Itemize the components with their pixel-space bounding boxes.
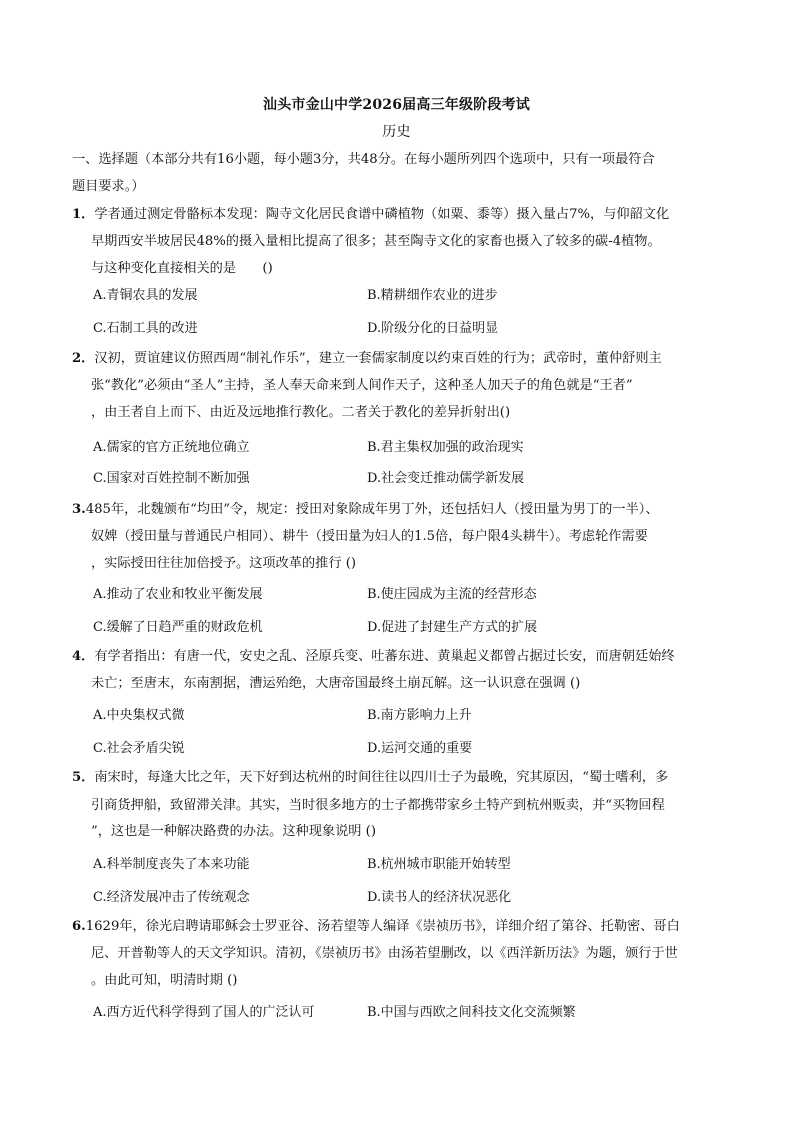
exam-title: 汕头市金山中学2026届高三年级阶段考试 [263, 97, 530, 113]
section-instruction-line1: 一、选择题（本部分共有16小题，每小题3分，共48分。在每小题所列四个选项中，只有一项最符合 [72, 152, 655, 167]
question-5-line-2: 引商货押船，致留滞关津。其实，当时很多地方的士子都携带家乡土特产到杭州贩卖，并“买物回程 [91, 798, 665, 813]
question-3-option-c[interactable]: C.缓解了日趋严重的财政危机 [93, 620, 263, 635]
question-5-option-c[interactable]: C.经济发展冲击了传统观念 [93, 890, 250, 905]
section-instruction-line2: 题目要求。） [72, 179, 145, 194]
question-2-option-d[interactable]: D.社会变迁推动儒学新发展 [367, 471, 525, 486]
question-3-line-1: 3.485年，北魏颁布“均田”令，规定：授田对象除成年男丁外，还包括妇人（授田量为男丁的一半）、 [72, 502, 659, 517]
question-4-option-d[interactable]: D.运河交通的重要 [367, 741, 473, 756]
question-2-option-c[interactable]: C.国家对百姓控制不断加强 [93, 471, 250, 486]
question-2-line-3: ，由王者自上而下、由近及远地推行教化。二者关于教化的差异折射出() [91, 405, 511, 420]
question-6-option-b[interactable]: B.中国与西欧之间科技文化交流频繁 [367, 1005, 576, 1020]
question-1-option-a[interactable]: A.青铜农具的发展 [93, 288, 198, 303]
question-2-option-b[interactable]: B.君主集权加强的政治现实 [367, 440, 524, 455]
question-6-line-3: 。由此可知，明清时期 () [91, 973, 238, 988]
subject-title: 历史 [382, 124, 411, 140]
question-1-option-d[interactable]: D.阶级分化的日益明显 [367, 321, 499, 336]
question-3-line-2: 奴婢（授田量与普通民户相同）、耕牛（授田量为妇人的1.5倍，每户限4头耕牛）。考虑轮作需要 [91, 529, 648, 544]
question-6-option-a[interactable]: A.西方近代科学得到了国人的广泛认可 [93, 1005, 315, 1020]
question-4-line-1: 4．有学者指出：有唐一代，安史之乱、泾原兵变、吐蕃东进、黄巢起义都曾占据过长安，而唐朝廷始终 [72, 649, 675, 664]
question-5-line-1: 5．南宋时，每逢大比之年，天下好到达杭州的时间往往以四川士子为最晚，究其原因，“蜀士嗜利，多 [72, 770, 669, 785]
question-6-line-1: 6.1629年，徐光启聘请耶稣会士罗亚谷、汤若望等人编译《崇祯历书》，详细介绍了第谷、托勒密、哥白 [72, 919, 680, 934]
question-2-line-1: 2．汉初，贾谊建议仿照西周“制礼作乐”，建立一套儒家制度以约束百姓的行为；武帝时，董仲舒则主 [72, 351, 662, 366]
question-3-number: 3. [72, 502, 86, 517]
question-5-line-3: ”，这也是一种解决路费的办法。这种现象说明 () [91, 824, 376, 839]
question-2-line-2: 张“教化”必须由“圣人”主持，圣人奉天命来到人间作天子，这种圣人加天子的角色就是“王者” [91, 378, 633, 393]
question-1-line-2: 早期西安半坡居民48%的摄入量相比提高了很多；甚至陶寺文化的家畜也摄入了较多的碳-4植物。 [91, 234, 661, 249]
question-3-option-b[interactable]: B.使庄园成为主流的经营形态 [367, 587, 537, 602]
question-1-line-1: 1．学者通过测定骨骼标本发现：陶寺文化居民食谱中磷植物（如粟、黍等）摄入量占7%，与仰韶文化 [72, 207, 670, 222]
question-3-option-a[interactable]: A.推动了农业和牧业平衡发展 [93, 587, 263, 602]
question-4-number: 4． [72, 649, 95, 664]
question-6-line-2: 尼、开普勒等人的天文学知识。清初，《崇祯历书》由汤若望删改，以《西洋新历法》为题，颁行于世 [91, 946, 678, 961]
question-4-option-b[interactable]: B.南方影响力上升 [367, 708, 472, 723]
question-5-option-a[interactable]: A.科举制度丧失了本来功能 [93, 857, 250, 872]
question-5-option-d[interactable]: D.读书人的经济状况恶化 [367, 890, 512, 905]
question-6-number: 6. [72, 919, 86, 934]
question-3-line-3: ，实际授田往往加倍授予。这项改革的推行 () [91, 556, 357, 571]
question-5-number: 5． [72, 770, 95, 785]
question-4-line-2: 未亡；至唐末，东南割据，漕运殆绝，大唐帝国最终土崩瓦解。这一认识意在强调 () [91, 676, 581, 691]
question-1-option-c[interactable]: C.石制工具的改进 [93, 321, 198, 336]
question-2-option-a[interactable]: A.儒家的官方正统地位确立 [93, 440, 250, 455]
question-4-option-a[interactable]: A.中央集权式微 [93, 708, 185, 723]
question-1-line-3: 与这种变化直接相关的是 () [91, 261, 273, 276]
question-5-option-b[interactable]: B.杭州城市职能开始转型 [367, 857, 511, 872]
question-4-option-c[interactable]: C.社会矛盾尖锐 [93, 741, 185, 756]
question-1-option-b[interactable]: B.精耕细作农业的进步 [367, 288, 498, 303]
question-1-number: 1． [72, 207, 95, 222]
question-3-option-d[interactable]: D.促进了封建生产方式的扩展 [367, 620, 538, 635]
question-2-number: 2． [72, 351, 95, 366]
